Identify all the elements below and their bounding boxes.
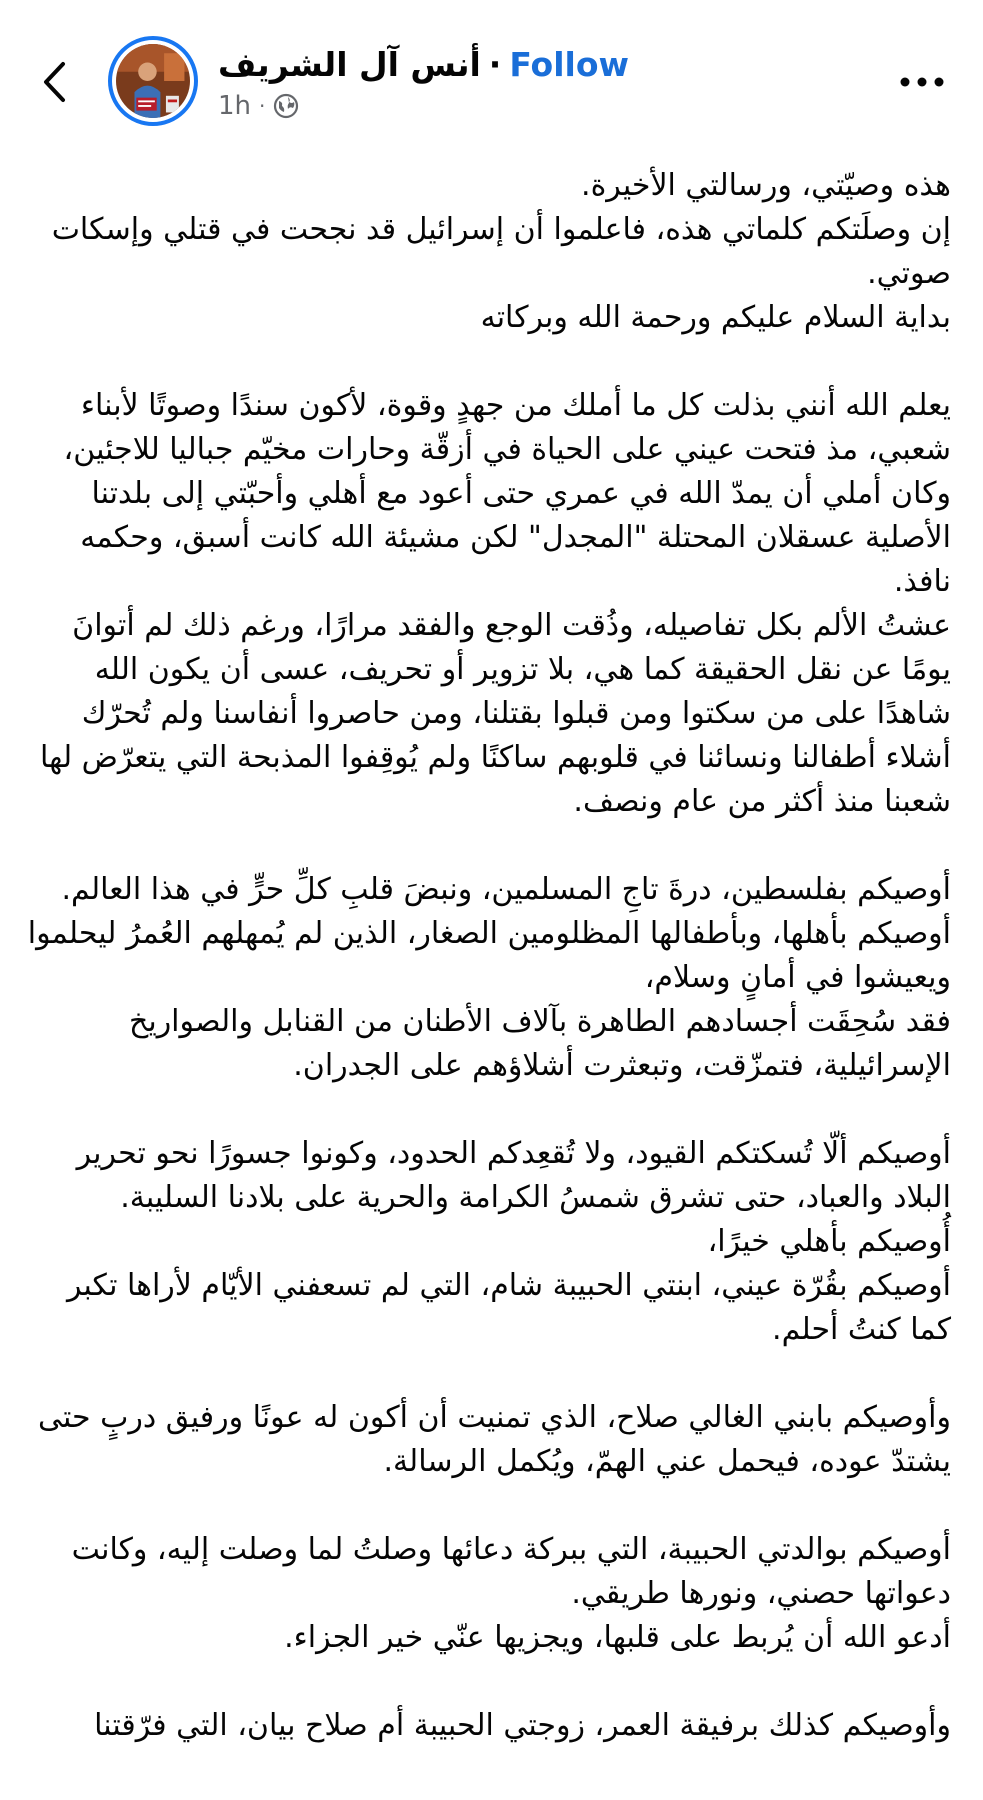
text-line: أوصيكم بأهلها، وبأطفالها المظلومين الصغار، الذين لم يُمهلهم العُمرُ ليحلموا ويعيشوا في أمانٍ وسلام، (27, 916, 951, 995)
text-line: هذه وصيّتي، ورسالتي الأخيرة. (581, 168, 951, 203)
paragraph (26, 1528, 951, 1660)
text-line: أوصيكم بقُرّة عيني، ابنتي الحبيبة شام، التي لم تسعفني الأيّام لأراها تكبر كما كنتُ أحلم. (66, 1268, 951, 1347)
follow-button[interactable]: Follow (509, 44, 629, 84)
more-options-button[interactable] (896, 62, 948, 102)
text-line: أوصيكم ألّا تُسكتكم القيود، ولا تُقعِدكم الحدود، وكونوا جسورًا نحو تحرير البلاد والعباد، حتى تشرق شمسُ الكرامة والحرية على بلادنا السليبة. (76, 1136, 951, 1215)
text-line: أوصيكم بفلسطين، درةَ تاجِ المسلمين، ونبضَ قلبِ كلِّ حرٍّ في هذا العالم. (61, 872, 951, 907)
post-header (0, 0, 983, 150)
text-line: يعلم الله أنني بذلت كل ما أملك من جهدٍ وقوة، لأكون سندًا وصوتًا لأبناء شعبي، مذ فتحت عيني على الحياة في أزقّة وحارات مخيّم جباليا للاجئين، وكان أملي أن يمدّ الله في عمري حتى أعود مع أهلي وأحبّتي إلى بلدتنا الأصلية عسقلان المحتلة "المجدل" لكن مشيئة الله كانت أسبق، وحكمه نافذ. (63, 388, 951, 599)
back-button[interactable] (34, 56, 74, 108)
text-line: أوصيكم بوالدتي الحبيبة، التي ببركة دعائها وصلتُ لما وصلت إليه، وكانت دعواتها حصني، ونورها طريقي. (71, 1532, 951, 1611)
post-text (26, 164, 951, 1792)
more-horizontal-icon (900, 77, 944, 87)
globe-icon (273, 93, 299, 119)
text-line: عشتُ الألم بكل تفاصيله، وذُقت الوجع والفقد مرارًا، ورغم ذلك لم أتوانَ يومًا عن نقل الحقيقة كما هي، بلا تزوير أو تحريف، عسى أن يكون الله شاهدًا على من سكتوا ومن قبلوا بقتلنا، ومن حاصروا أنفاسنا ولم تُحرّك أشلاء أطفالنا ونسائنا في قلوبهم ساكنًا ولم يُوقِفوا المذبحة التي يتعرّض لها شعبنا منذ أكثر من عام ونصف. (39, 608, 951, 819)
paragraph (26, 1132, 951, 1352)
text-line: وأوصيكم كذلك برفيقة العمر، زوجتي الحبيبة أم صلاح بيان، التي فرّقتنا (94, 1708, 951, 1743)
text-line: أُوصيكم بأهلي خيرًا، (707, 1224, 951, 1259)
paragraph (26, 1704, 951, 1748)
chevron-left-icon (41, 61, 67, 103)
paragraph (26, 1396, 951, 1484)
name-separator: · (488, 44, 502, 84)
text-line: أدعو الله أن يُربط على قلبها، ويجزيها عنّي خير الجزاء. (284, 1620, 951, 1655)
paragraph (26, 164, 951, 340)
author-name[interactable]: أنس آل الشريف (218, 44, 481, 84)
text-line: إن وصلَتكم كلماتي هذه، فاعلموا أن إسرائيل قد نجحت في قتلي وإسكات صوتي. (51, 212, 951, 291)
text-line: بداية السلام عليكم ورحمة الله وبركاته (480, 300, 951, 335)
post-meta (218, 86, 299, 126)
avatar-image (116, 44, 190, 118)
paragraph (26, 384, 951, 824)
text-line: وأوصيكم بابني الغالي صلاح، الذي تمنيت أن أكون له عونًا ورفيق دربٍ حتى يشتدّ عوده، فيحمل عني الهمّ، ويُكمل الرسالة. (37, 1400, 951, 1479)
author-line (218, 38, 629, 90)
author-avatar[interactable] (108, 36, 198, 126)
paragraph (26, 868, 951, 1088)
text-line: فقد سُحِقَت أجسادهم الطاهرة بآلاف الأطنان من القنابل والصواريخ الإسرائيلية، فتمزّقت، وتبعثرت أشلاؤهم على الجدران. (128, 1004, 951, 1083)
meta-separator: · (259, 94, 266, 118)
post-timestamp[interactable]: 1h (218, 91, 252, 121)
